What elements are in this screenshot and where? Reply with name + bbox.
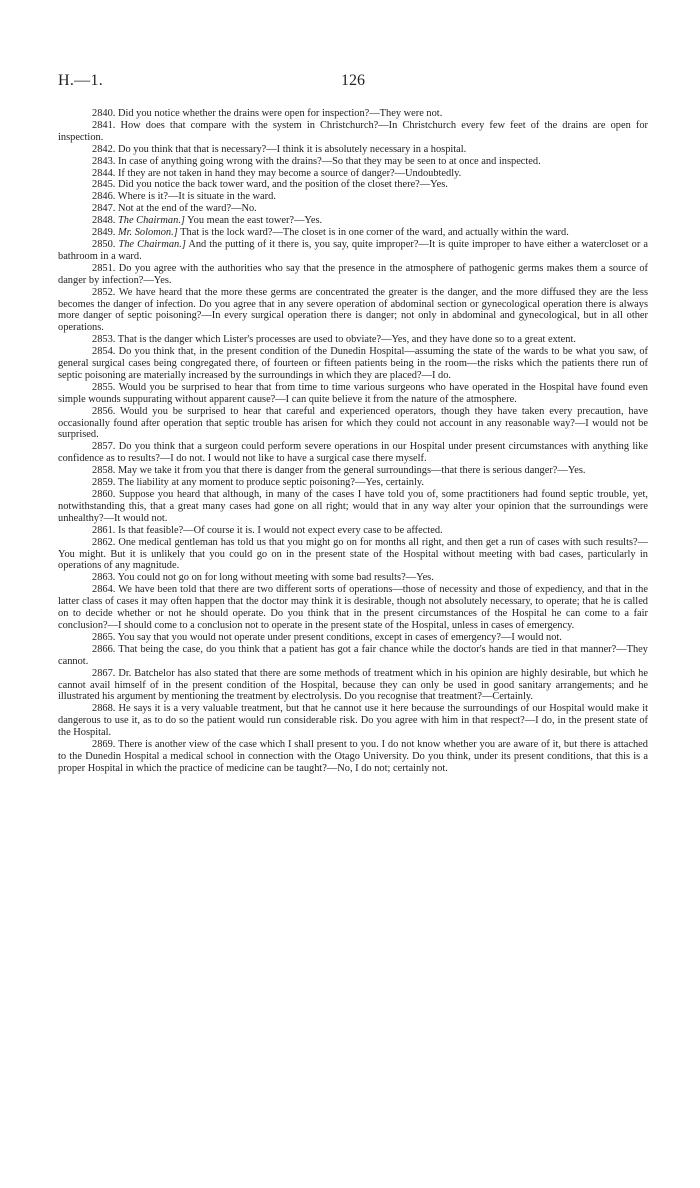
question-paragraph: 2866. That being the case, do you think that a patient has got a fair chance while the doctor's hands are tied in that manner?—They cannot. (58, 643, 648, 667)
question-paragraph (58, 239, 648, 263)
paragraph-text: And the putting of it there is, you say, quite improper?—It is quite improper to have either a watercloset or a bathroom in a ward. (58, 238, 648, 262)
question-paragraph: 2862. One medical gentleman has told us that you might go on for months all right, and then get a run of cases with such results?—You might. But it is unlikely that you could go on in the present state of the Hospital without meeting with bad cases, particularly in operations of any magnitude. (58, 536, 648, 572)
question-paragraph (58, 215, 648, 227)
question-paragraph: 2865. You say that you would not operate under present conditions, except in cases of emergency?—I would not. (92, 631, 562, 643)
question-paragraph: 2864. We have been told that there are two different sorts of operations—those of necessity and those of expediency, and that in the latter class of cases it may often happen that the doctor may think it is desirable, though not absolutely necessary, to operate; that he is called on to decide whether or not he should operate. Do you think that in the present circumstances of the Hospital he can come to a fair conclusion?—I should come to a conclusion not to operate in the present state of the Hospital, unless in cases of emergency. (58, 584, 648, 631)
paragraph-text: You mean the east tower?—Yes. (184, 215, 323, 227)
page-number: 126 (341, 72, 365, 89)
question-number: 2849. (92, 227, 118, 239)
question-paragraph: 2853. That is the danger which Lister's processes are used to obviate?—Yes, and they have done so to a great extent. (92, 334, 576, 346)
question-paragraph: 2867. Dr. Batchelor has also stated that there are some methods of treatment which in his opinion are highly desirable, but which he cannot avail himself of in the present condition of the Hospital, because they can only be used in good sanitary arrangements; and he illustrated his argument by mentioning the treatment by electrolysis. Do you recognise that treatment?—Certainly. (58, 667, 648, 703)
question-paragraph: 2843. In case of anything going wrong with the drains?—So that they may be seen to at once and inspected. (92, 155, 541, 167)
question-paragraph: 2847. Not at the end of the ward?—No. (92, 203, 257, 215)
speaker-label: The Chairman.] (118, 238, 186, 250)
question-paragraph: 2845. Did you notice the back tower ward, and the position of the closet there?—Yes. (92, 179, 448, 191)
question-paragraph: 2860. Suppose you heard that although, in many of the cases I have told you of, some practitioners had found septic trouble, yet, notwithstanding this, that a great many cases had gone on all right; would that in any way alter your opinion that the surroundings were unhealthy?—It would not. (58, 489, 648, 524)
question-paragraph: 2855. Would you be surprised to hear that from time to time various surgeons who have operated in the Hospital have found even simple wounds suppurating without apparent cause?—I can quite believe it from the nature of the atmosphere. (58, 381, 648, 405)
question-paragraph: 2851. Do you agree with the authorities who say that the presence in the atmosphere of pathogenic germs makes them a source of danger by infection?—Yes. (58, 262, 648, 286)
question-paragraph: 2868. He says it is a very valuable treatment, but that he cannot use it here because the surroundings of our Hospital would make it dangerous to use it, as to do so the patient would run considerable risk. Do you agree with him in that respect?—I do, in the present state of the Hospital. (58, 703, 648, 739)
question-paragraph: 2844. If they are not taken in hand they may become a source of danger?—Undoubtedly. (92, 167, 462, 179)
question-paragraph: 2859. The liability at any moment to produce septic poisoning?—Yes, certainly. (92, 477, 424, 489)
question-paragraph: 2841. How does that compare with the system in Christchurch?—In Christchurch every few feet of the drains are open for inspection. (58, 119, 648, 143)
question-paragraph (58, 227, 648, 239)
page-header (58, 72, 648, 94)
paragraph-text: That is the lock ward?—The closet is in one corner of the ward, and actually within the ward. (177, 227, 569, 239)
question-paragraph: 2840. Did you notice whether the drains were open for inspection?—They were not. (92, 108, 443, 119)
question-paragraph: 2858. May we take it from you that there is danger from the general surroundings—that there is serious danger?—Yes. (92, 465, 586, 477)
question-paragraph: 2846. Where is it?—It is situate in the ward. (92, 191, 276, 203)
question-number: 2848. (92, 215, 118, 227)
question-paragraph: 2857. Do you think that a surgeon could perform severe operations in our Hospital under present circumstances with anything like confidence as to results?—I do not. I would not like to have a surgical case there myself. (58, 441, 648, 465)
question-paragraph: 2854. Do you think that, in the present condition of the Dunedin Hospital—assuming the state of the wards to be what you saw, of general surgical cases being congregated there, of fourteen or fifteen patients being in the room—the risks which the patients there run of septic poisoning are materially increased by the surroundings in which they are placed?—I do. (58, 346, 648, 381)
question-paragraph: 2856. Would you be surprised to hear that careful and experienced operators, though they have taken every precaution, have occasionally found after operation that septic trouble has arisen for which they could not account in any reasonable way?—I would not be surprised. (58, 405, 648, 441)
speaker-label: The Chairman.] (117, 215, 185, 227)
question-paragraph: 2842. Do you think that that is necessary?—I think it is absolutely necessary in a hospital. (92, 143, 467, 155)
document-code: H.—1. (58, 72, 104, 89)
question-paragraph: 2863. You could not go on for long without meeting with some bad results?—Yes. (92, 572, 434, 584)
document-body (58, 108, 648, 775)
speaker-label: Mr. Solomon.] (117, 227, 178, 239)
question-number: 2850. (92, 238, 119, 250)
question-paragraph: 2852. We have heard that the more these germs are concentrated the greater is the danger, and the more diffused they are the less becomes the danger of infection. Do you agree that in any severe operation of abdominal section or gynecological operation there is always more danger of septic poisoning?—In every surgical operation there is danger; not only in abdominal and gynecological, but in all other operations. (58, 286, 648, 334)
question-paragraph: 2861. Is that feasible?—Of course it is. I would not expect every case to be affected. (92, 524, 443, 536)
question-paragraph: 2869. There is another view of the case which I shall present to you. I do not know whether you are aware of it, but there is attached to the Dunedin Hospital a medical school in connection with the Otago University. Do you think, under its present conditions, that this is a proper Hospital in which the practice of medicine can be taught?—No, I do not; certainly not. (58, 739, 648, 774)
